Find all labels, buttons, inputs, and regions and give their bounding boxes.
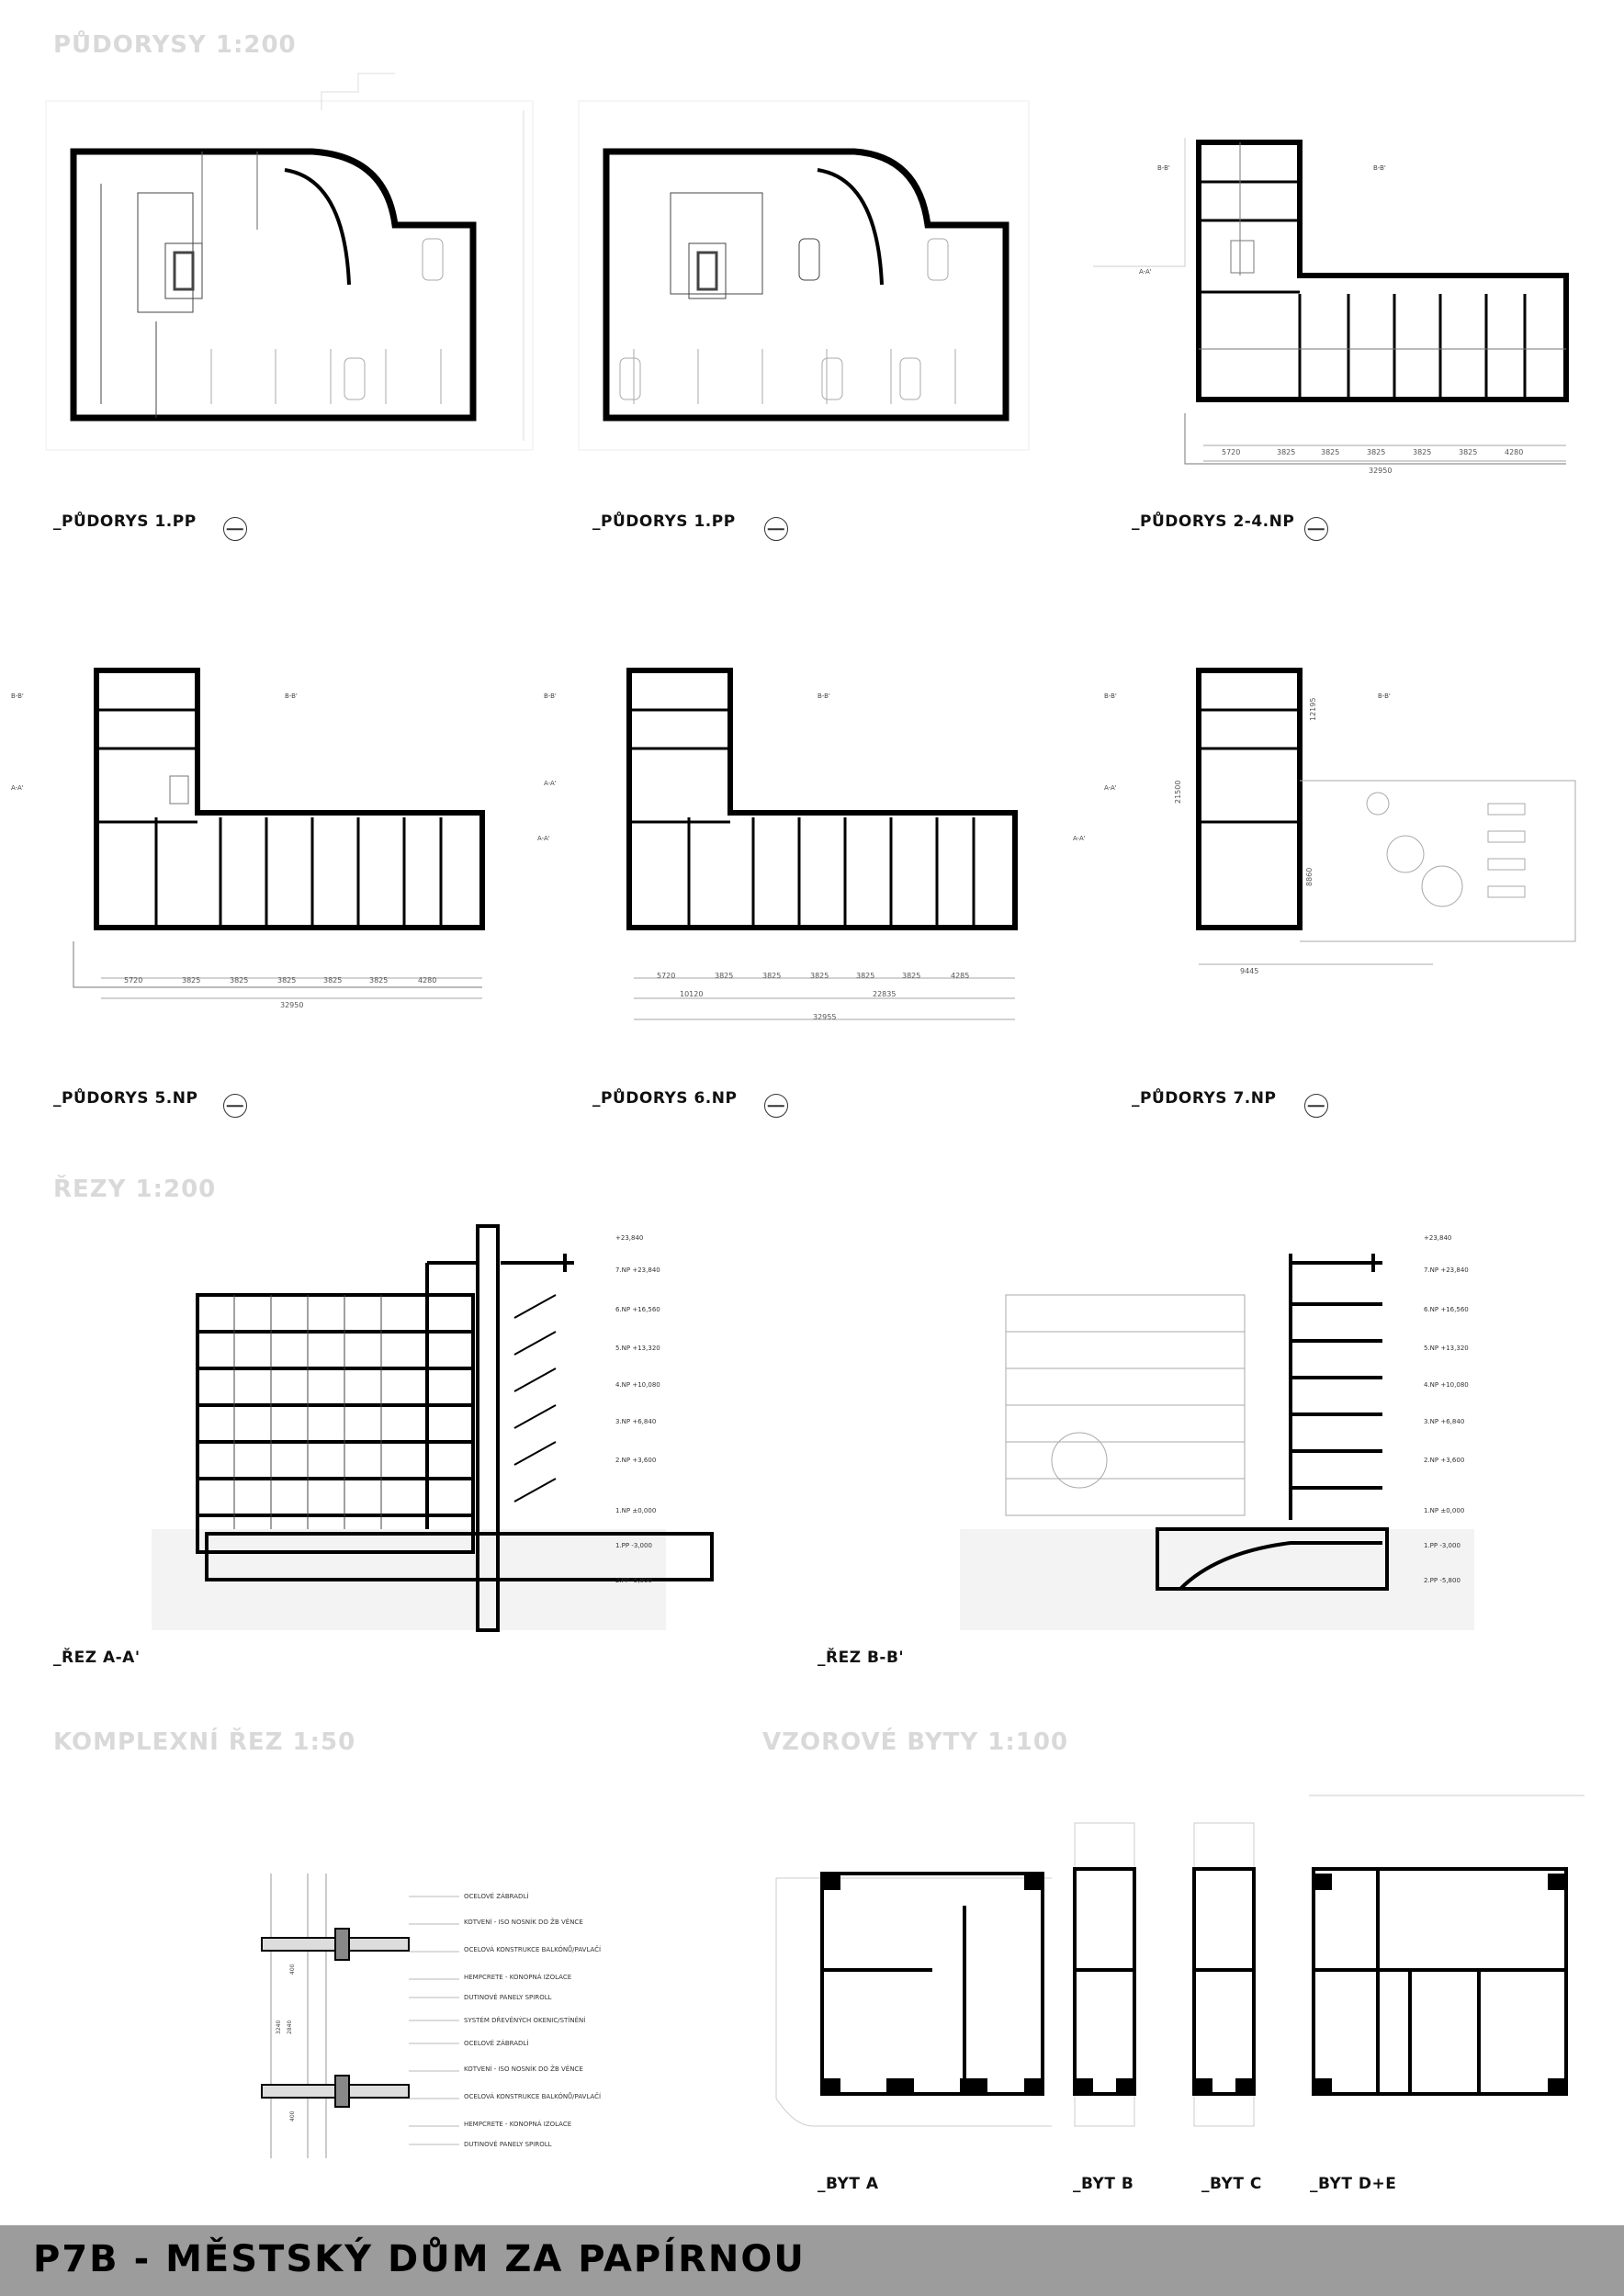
- aa-level-4: 4.NP +10,080: [615, 1381, 660, 1389]
- apartment-a-label: _BYT A: [818, 2175, 879, 2193]
- detail-ann-1: KOTVENÍ - ISO NOSNÍK DO ŽB VĚNCE: [464, 1919, 583, 1926]
- plan-5np-drawing: [9, 666, 550, 1033]
- dim-5np-6: 4280: [418, 976, 437, 985]
- dim-a-total: 32950: [1369, 467, 1393, 475]
- north-arrow-icon: [1304, 517, 1328, 541]
- detail-ann-6: OCELOVÉ ZÁBRADLÍ: [464, 2040, 529, 2047]
- plan-2-4np-label: _PŮDORYS 2-4.NP: [1132, 512, 1295, 531]
- bb-level-1: 7.NP +23,840: [1424, 1266, 1469, 1274]
- bb-level-4: 4.NP +10,080: [1424, 1381, 1469, 1389]
- bb-level-2: 6.NP +16,560: [1424, 1306, 1469, 1313]
- cut-label-bb-right: B-B': [818, 692, 830, 700]
- detail-dim-1: 3240: [276, 2020, 282, 2034]
- sections-section-title: ŘEZY 1:200: [53, 1176, 217, 1203]
- bb-level-9: 2.PP -5,800: [1424, 1577, 1460, 1584]
- footer-bar: [0, 2225, 1624, 2296]
- detail-section-title: KOMPLEXNÍ ŘEZ 1:50: [53, 1728, 356, 1756]
- dim-5np-total: 32950: [280, 1001, 304, 1009]
- detail-ann-0: OCELOVÉ ZÁBRADLÍ: [464, 1893, 529, 1900]
- dim-7np: 9445: [1240, 967, 1259, 975]
- plan-1pp-b-drawing: [579, 101, 1075, 450]
- detail-ann-4: DUTINOVÉ PANELY SPIROLL: [464, 1994, 552, 2001]
- detail-ann-3: HEMPCRETE - KONOPNÁ IZOLACE: [464, 1974, 572, 1981]
- dim-5np-1: 3825: [182, 976, 201, 985]
- dim-6np-3: 3825: [810, 972, 829, 980]
- cut-label-bb-right: B-B': [285, 692, 298, 700]
- dim-a-4: 3825: [1413, 448, 1432, 456]
- section-bb-label: _ŘEZ B-B': [818, 1649, 905, 1667]
- dim-6np-sub-1: 22835: [873, 990, 897, 998]
- aa-level-9: 2.PP -5,800: [615, 1577, 652, 1584]
- aa-level-7: 1.NP ±0,000: [615, 1507, 657, 1514]
- bb-level-7: 1.NP ±0,000: [1424, 1507, 1465, 1514]
- cut-label-aa: A-A': [1139, 268, 1152, 276]
- dim-5np-3: 3825: [277, 976, 297, 985]
- aa-level-0: +23,840: [615, 1234, 644, 1242]
- dim-5np-2: 3825: [230, 976, 249, 985]
- cut-label-aa-right: A-A': [1073, 835, 1086, 842]
- dim-a-2: 3825: [1321, 448, 1340, 456]
- cut-label-bb-right: B-B': [1378, 692, 1391, 700]
- detail-dim-3: 400: [289, 2110, 296, 2122]
- section-aa-label: _ŘEZ A-A': [53, 1649, 141, 1667]
- cut-label-bb-left: B-B': [544, 692, 557, 700]
- dim-7np-side: 21500: [1174, 780, 1182, 804]
- aa-level-6: 2.NP +3,600: [615, 1457, 657, 1464]
- apartments-section-title: VZOROVÉ BYTY 1:100: [762, 1728, 1069, 1756]
- detail-ann-9: HEMPCRETE - KONOPNÁ IZOLACE: [464, 2121, 572, 2128]
- aa-level-1: 7.NP +23,840: [615, 1266, 660, 1274]
- north-arrow-icon: [764, 1094, 788, 1118]
- dim-6np-sub-0: 10120: [680, 990, 704, 998]
- bb-level-3: 5.NP +13,320: [1424, 1345, 1469, 1352]
- dim-a-5: 3825: [1459, 448, 1478, 456]
- detail-section-drawing: [253, 1874, 602, 2167]
- bb-level-5: 3.NP +6,840: [1424, 1418, 1465, 1425]
- plan-7np-drawing: [1102, 666, 1617, 1033]
- dim-5np-5: 3825: [369, 976, 389, 985]
- dim-5np-4: 3825: [323, 976, 343, 985]
- bb-level-8: 1.PP -3,000: [1424, 1542, 1460, 1549]
- dim-a-1: 3825: [1277, 448, 1296, 456]
- north-arrow-icon: [764, 517, 788, 541]
- dim-a-6: 4280: [1505, 448, 1524, 456]
- detail-ann-7: KOTVENÍ - ISO NOSNÍK DO ŽB VĚNCE: [464, 2065, 583, 2073]
- cut-label-aa-right: A-A': [537, 835, 550, 842]
- plan-1pp-b-label: _PŮDORYS 1.PP: [592, 512, 736, 531]
- dim-7np-right: 12195: [1309, 697, 1317, 721]
- detail-dim-0: 400: [289, 1964, 296, 1975]
- detail-ann-10: DUTINOVÉ PANELY SPIROLL: [464, 2141, 552, 2148]
- dim-5np-0: 5720: [124, 976, 143, 985]
- detail-dim-2: 2840: [287, 2020, 293, 2034]
- plan-6np-drawing: [542, 666, 1086, 1033]
- plans-section-title: PŮDORYSY 1:200: [53, 31, 297, 59]
- plan-1pp-a-drawing: [46, 101, 542, 450]
- apartment-de-label: _BYT D+E: [1310, 2175, 1397, 2193]
- aa-level-5: 3.NP +6,840: [615, 1418, 657, 1425]
- detail-ann-2: OCELOVÁ KONSTRUKCE BALKÓNŮ/PAVLAČÍ: [464, 1946, 602, 1953]
- plan-5np-label: _PŮDORYS 5.NP: [53, 1089, 198, 1108]
- section-bb-drawing: [960, 1226, 1511, 1649]
- dim-6np-0: 5720: [657, 972, 676, 980]
- project-title: P7B - MĚSTSKÝ DŮM ZA PAPÍRNOU: [33, 2238, 806, 2280]
- dim-6np-2: 3825: [762, 972, 782, 980]
- section-aa-drawing: [152, 1226, 703, 1649]
- cut-label-bb-right: B-B': [1373, 164, 1386, 172]
- dim-6np-total: 32955: [813, 1013, 837, 1021]
- north-arrow-icon: [223, 1094, 247, 1118]
- dim-6np-6: 4285: [951, 972, 970, 980]
- aa-level-8: 1.PP -3,000: [615, 1542, 652, 1549]
- apartments-drawing: [776, 1786, 1585, 2154]
- cut-label-aa-left: A-A': [11, 784, 24, 792]
- plan-6np-label: _PŮDORYS 6.NP: [592, 1089, 738, 1108]
- plan-1pp-a-label: _PŮDORYS 1.PP: [53, 512, 197, 531]
- dim-6np-5: 3825: [902, 972, 921, 980]
- north-arrow-icon: [223, 517, 247, 541]
- detail-ann-5: SYSTÉM DŘEVĚNÝCH OKENIC/STÍNĚNÍ: [464, 2017, 586, 2024]
- plan-7np-label: _PŮDORYS 7.NP: [1132, 1089, 1277, 1108]
- cut-label-aa: A-A': [1104, 784, 1117, 792]
- cut-label-aa-left: A-A': [544, 780, 557, 787]
- cut-label-bb-left: B-B': [11, 692, 24, 700]
- dim-6np-1: 3825: [715, 972, 734, 980]
- aa-level-2: 6.NP +16,560: [615, 1306, 660, 1313]
- north-arrow-icon: [1304, 1094, 1328, 1118]
- dim-a-3: 3825: [1367, 448, 1386, 456]
- bb-level-6: 2.NP +3,600: [1424, 1457, 1465, 1464]
- aa-level-3: 5.NP +13,320: [615, 1345, 660, 1352]
- dim-7np-lower: 8860: [1305, 867, 1314, 886]
- apartment-b-label: _BYT B: [1073, 2175, 1134, 2193]
- plan-2-4np-drawing: [1102, 138, 1617, 487]
- cut-label-bb-left: B-B': [1104, 692, 1117, 700]
- dim-6np-4: 3825: [856, 972, 875, 980]
- apartment-c-label: _BYT C: [1201, 2175, 1262, 2193]
- bb-level-0: +23,840: [1424, 1234, 1452, 1242]
- dim-a-0: 5720: [1222, 448, 1241, 456]
- cut-label-bb-left: B-B': [1157, 164, 1170, 172]
- detail-ann-8: OCELOVÁ KONSTRUKCE BALKÓNŮ/PAVLAČÍ: [464, 2093, 602, 2100]
